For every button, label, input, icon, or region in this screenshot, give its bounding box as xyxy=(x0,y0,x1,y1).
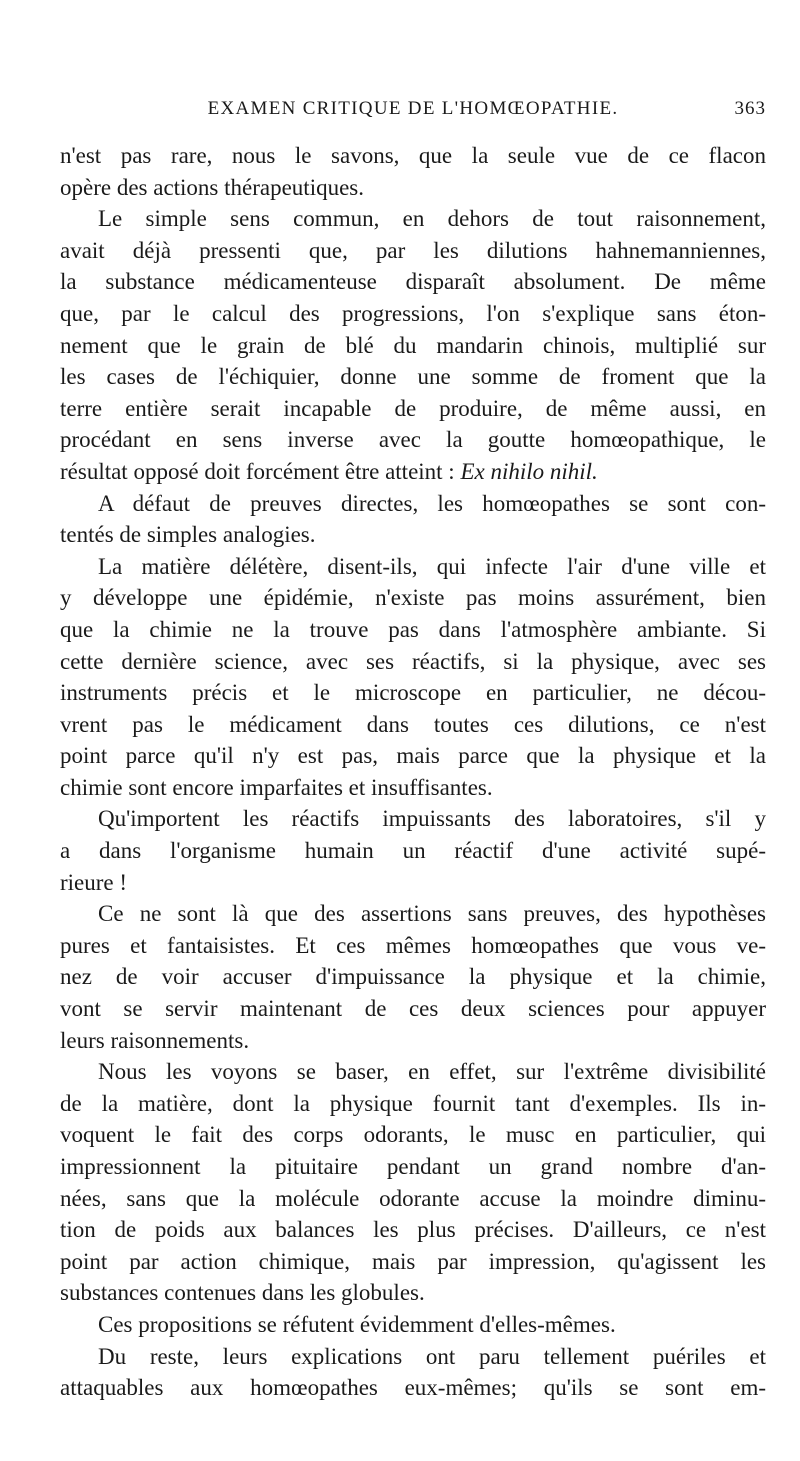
line-text: attaquables aux homœopathes eux-mêmes; qu'ils se sont em- xyxy=(60,1375,766,1401)
text-line xyxy=(60,803,766,835)
paragraph xyxy=(60,1056,766,1309)
line-text: y développe une épidémie, n'existe pas moins assurément, bien xyxy=(60,585,766,611)
text-line xyxy=(60,203,766,235)
line-text: que la chimie ne la trouve pas dans l'atmosphère ambiante. Si xyxy=(60,616,766,642)
text-line xyxy=(60,614,766,646)
text-line xyxy=(60,1183,766,1215)
text-line xyxy=(60,646,766,678)
body-text xyxy=(60,140,766,1404)
text-line xyxy=(60,1088,766,1120)
line-text: point parce qu'il n'y est pas, mais parce que la physique et la xyxy=(60,743,766,769)
text-line xyxy=(60,298,766,330)
text-line xyxy=(60,1119,766,1151)
line-text: point par action chimique, mais par impression, qu'agissent les xyxy=(60,1248,766,1274)
line-text: opère des actions thérapeutiques. xyxy=(60,174,364,200)
line-text: terre entière serait incapable de produire, de même aussi, en xyxy=(60,395,766,421)
text-line xyxy=(60,835,766,867)
text-line xyxy=(60,393,766,425)
text-line xyxy=(60,772,766,804)
text-line xyxy=(60,1025,766,1057)
text-line xyxy=(60,424,766,456)
text-line xyxy=(60,740,766,772)
paragraph xyxy=(60,803,766,898)
text-line xyxy=(60,1151,766,1183)
line-text: vrent pas le médicament dans toutes ces dilutions, ce n'est xyxy=(60,711,766,737)
page-number: 363 xyxy=(734,98,766,119)
text-line xyxy=(60,930,766,962)
running-head xyxy=(60,98,766,128)
line-text: résultat opposé doit forcément être atteint : xyxy=(60,458,455,484)
text-line xyxy=(60,456,766,488)
line-text: de la matière, dont la physique fournit tant d'exemples. Ils in- xyxy=(60,1090,766,1116)
running-head-title: EXAMEN CRITIQUE DE L'HOMŒOPATHIE. xyxy=(207,98,619,119)
line-text: que, par le calcul des progressions, l'on s'explique sans éton- xyxy=(60,300,766,326)
line-text: nées, sans que la molécule odorante accuse la moindre diminu- xyxy=(60,1185,766,1211)
line-text: les cases de l'échiquier, donne une somme de froment que la xyxy=(60,364,766,390)
text-line xyxy=(60,677,766,709)
text-line xyxy=(60,582,766,614)
line-text: Du reste, leurs explications ont paru tellement puériles et xyxy=(98,1343,766,1369)
text-line xyxy=(60,993,766,1025)
paragraph xyxy=(60,488,766,551)
line-text: n'est pas rare, nous le savons, que la seule vue de ce flacon xyxy=(60,143,766,168)
text-line xyxy=(60,140,766,172)
text-line xyxy=(60,1341,766,1373)
paragraph xyxy=(60,551,766,804)
text-line xyxy=(60,361,766,393)
text-line xyxy=(60,867,766,899)
line-text: nement que le grain de blé du mandarin chinois, multiplié sur xyxy=(60,332,766,358)
line-text: nez de voir accuser d'impuissance la physique et la chimie, xyxy=(60,964,766,990)
text-line xyxy=(60,1056,766,1088)
line-text: Le simple sens commun, en dehors de tout raisonnement, xyxy=(98,206,766,232)
line-text: chimie sont encore imparfaites et insuffisantes. xyxy=(60,774,493,800)
line-text: leurs raisonnements. xyxy=(60,1027,250,1053)
text-line xyxy=(60,266,766,298)
text-line xyxy=(60,488,766,520)
text-line xyxy=(60,898,766,930)
text-line xyxy=(60,961,766,993)
text-line xyxy=(60,519,766,551)
line-text: rieure ! xyxy=(60,869,128,895)
line-text: la substance médicamenteuse disparaît absolument. De même xyxy=(60,269,766,295)
paragraph xyxy=(60,140,766,203)
line-text: instruments précis et le microscope en particulier, ne décou- xyxy=(60,680,766,706)
line-text: vont se servir maintenant de ces deux sciences pour appuyer xyxy=(60,996,766,1022)
line-text: cette dernière science, avec ses réactifs, si la physique, avec ses xyxy=(60,648,766,674)
line-text: pures et fantaisistes. Et ces mêmes homœopathes que vous ve- xyxy=(60,932,766,958)
paragraph xyxy=(60,1309,766,1341)
paragraph xyxy=(60,1341,766,1404)
text-line xyxy=(60,235,766,267)
text-line xyxy=(60,172,766,204)
line-text: substances contenues dans les globules. xyxy=(60,1280,425,1306)
paragraph xyxy=(60,203,766,487)
paragraph xyxy=(60,898,766,1056)
text-line xyxy=(60,330,766,362)
text-line xyxy=(60,1214,766,1246)
text-line xyxy=(60,1246,766,1278)
text-line xyxy=(60,551,766,583)
line-text: Ce ne sont là que des assertions sans preuves, des hypothèses xyxy=(98,901,766,927)
line-text: Ces propositions se réfutent évidemment d'elles-mêmes. xyxy=(98,1311,616,1337)
line-text: Nous les voyons se baser, en effet, sur l'extrême divisibilité xyxy=(98,1059,766,1085)
text-line xyxy=(60,1277,766,1309)
text-line xyxy=(60,709,766,741)
line-text: A défaut de preuves directes, les homœopathes se sont con- xyxy=(98,490,766,516)
italic-phrase: Ex nihilo nihil. xyxy=(460,458,598,484)
line-text: avait déjà pressenti que, par les dilutions hahnemanniennes, xyxy=(60,237,766,263)
line-text: tion de poids aux balances les plus précises. D'ailleurs, ce n'est xyxy=(60,1217,766,1243)
line-text: voquent le fait des corps odorants, le musc en particulier, qui xyxy=(60,1122,766,1148)
line-text: procédant en sens inverse avec la goutte homœopathique, le xyxy=(60,427,766,453)
line-text: Qu'importent les réactifs impuissants des laboratoires, s'il y xyxy=(98,806,766,832)
line-text: La matière délétère, disent-ils, qui infecte l'air d'une ville et xyxy=(98,553,766,579)
line-text: a dans l'organisme humain un réactif d'une activité supé- xyxy=(60,838,766,864)
line-text: tentés de simples analogies. xyxy=(60,522,316,548)
text-line xyxy=(60,1309,766,1341)
line-text: impressionnent la pituitaire pendant un grand nombre d'an- xyxy=(60,1154,766,1179)
text-line xyxy=(60,1372,766,1404)
